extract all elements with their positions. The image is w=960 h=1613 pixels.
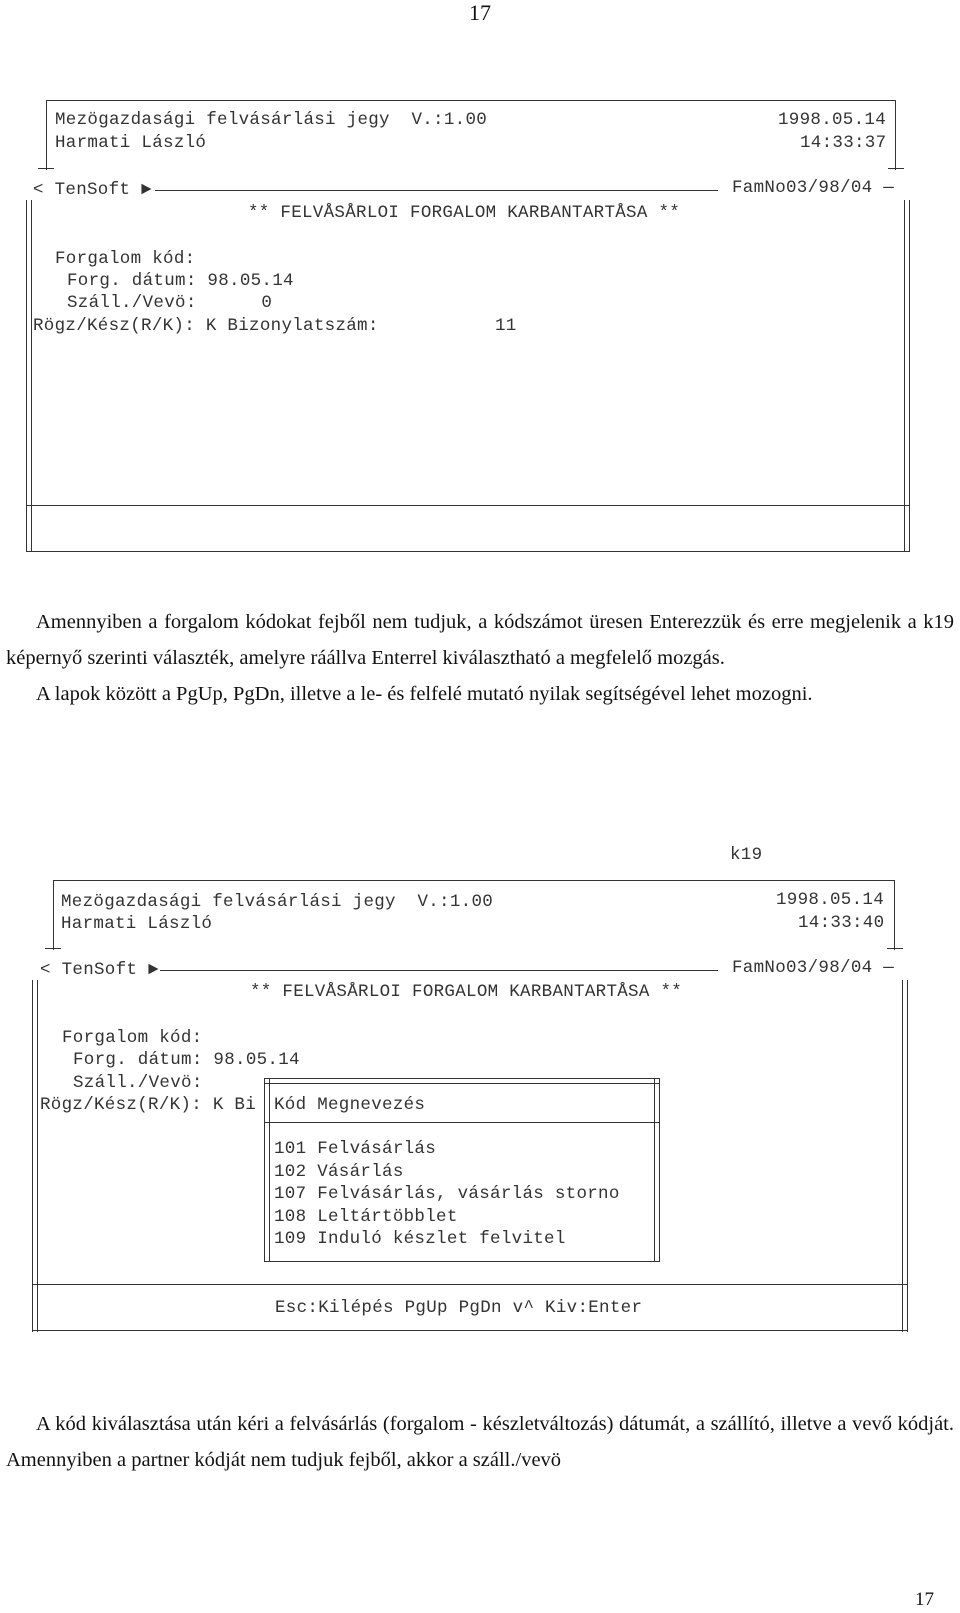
app-title: Mezögazdasági felvásárlási jegy V.:1.00 [61,892,494,912]
field-forg-datum: Forg. dátum: 98.05.14 [73,1050,300,1070]
help-line: Esc:Kilépés PgUp PgDn v^ Kiv:Enter [275,1298,643,1318]
field-bizonylatszam-value: 11 [495,316,517,336]
screen-label-k19: k19 [730,845,763,865]
field-rogz-kesz: Rögz/Kész(R/K): K Bizonylatszám: [33,316,379,336]
field-forgalom-kod: Forgalom kód: [62,1028,203,1048]
code-select-popup[interactable] [264,1078,662,1263]
user-name: Harmati László [61,914,213,934]
doc-code: FamNo03/98/04 — [732,958,895,978]
field-szall-vevo: Száll./Vevö: [73,1073,203,1093]
field-forg-datum: Forg. dátum: 98.05.14 [67,271,294,291]
field-rogz-kesz: Rögz/Kész(R/K): K Bi [40,1095,257,1115]
paragraph-1-line-2: A lapok között a PgUp, PgDn, illetve a le- és felfelé mutató nyilak segítségével lehet mozogni. [36,683,813,705]
list-item[interactable]: 107 Felvásárlás, vásárlás storno [274,1184,620,1204]
time: 14:33:37 [800,133,887,153]
vendor-label: < TenSoft ► [33,180,152,200]
date: 1998.05.14 [778,110,887,130]
list-item[interactable]: 108 Leltártöbblet [274,1207,458,1227]
list-item[interactable]: 109 Induló készlet felvitel [274,1229,566,1249]
page-number-bottom: 17 [915,1589,934,1610]
date: 1998.05.14 [776,890,885,910]
popup-header: Kód Megnevezés [274,1095,426,1115]
screen-heading: ** FELVÅSÅRLOI FORGALOM KARBANTARTÅSA ** [248,203,681,223]
vendor-label: < TenSoft ► [40,960,159,980]
doc-code: FamNo03/98/04 — [732,178,895,198]
field-szall-vevo: Száll./Vevö: 0 [67,293,273,313]
user-name: Harmati László [55,133,207,153]
paragraph-1-line-1: Amennyiben a forgalom kódokat fejből nem tudjuk, a kódszámot üresen Enterezzük és erre megjelenik a k19 képernyő szerinti választék, amelyre ráállva Enterrel kiválasztható a megfelelő mozgás. [6,611,954,669]
list-item[interactable]: 101 Felvásárlás [274,1139,437,1159]
time: 14:33:40 [798,913,885,933]
list-item[interactable]: 102 Vásárlás [274,1162,404,1182]
paragraph-2 [6,1406,954,1478]
field-forgalom-kod: Forgalom kód: [55,249,196,269]
page-number-top: 17 [469,0,491,25]
screen-heading: ** FELVÅSÅRLOI FORGALOM KARBANTARTÅSA ** [250,982,683,1002]
paragraph-2-text: A kód kiválasztása után kéri a felvásárlás (forgalom - készletváltozás) dátumát, a szállító, illetve a vevő kódját. Amennyiben a partner kódját nem tudjuk fejből, akkor a száll./vevö [6,1413,954,1471]
app-title: Mezögazdasági felvásárlási jegy V.:1.00 [55,110,488,130]
